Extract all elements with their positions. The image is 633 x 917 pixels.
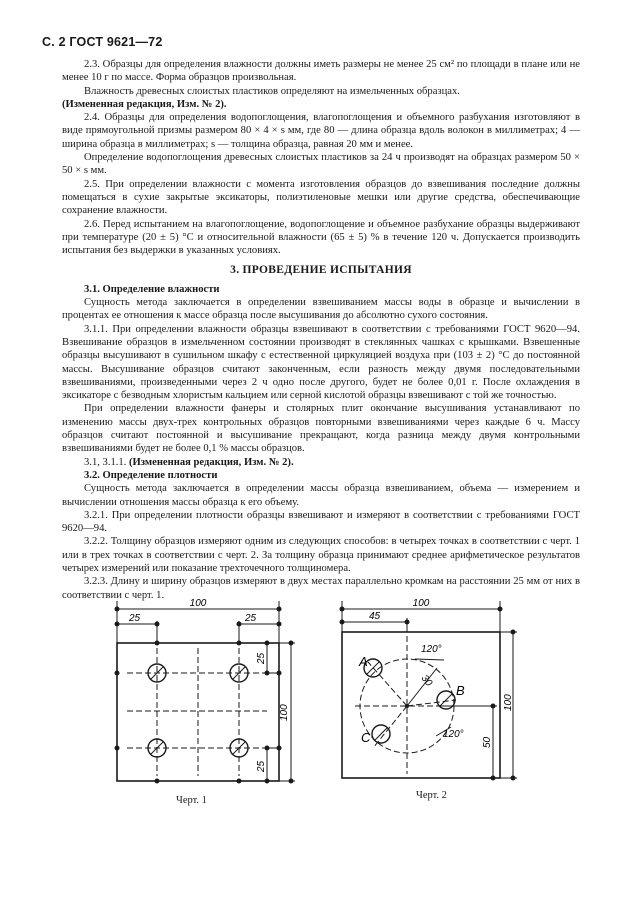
paragraph-2-6: 2.6. Перед испытанием на влагопоглощение, водопоглощение и объемное разбухание образцы выдерживают при температуре (20 ± 5) °С и относительной влажности (65 ± 5) % в течение 120 ч. Допускается производить испытания без выдержки в указанных условиях. [62, 218, 580, 257]
page-header: С. 2 ГОСТ 9621—72 [42, 35, 163, 49]
figure-1-drawing [95, 596, 305, 791]
paragraph-3-1-1: 3.1.1. При определении влажности образцы взвешивают в соответствии с требованиями ГОСТ 9620—94. Взвешивание образцов в измельченном состоянии производят в стеклянных чашках с крышками. Взвешенные образцы высушивают в сушильном шкафу с естественной циркуляцией воздуха при (103 ± 2) °С до постоянной массы. Высушивание образцов считают законченным, если разность между двумя последовательными взвешиваниями, произведенными через 2 ч одно после другого, будет не более 0,01 г. После охлаждения в эксикаторе с безводным хлористым кальцием или серной кислотой образцы взвешивают с той же точностью. [62, 323, 580, 402]
paragraph-2-5: 2.5. При определении влажности с момента изготовления образцов до взвешивания последние должны помещаться в сухие закрытые эксикаторы, полиэтиленовые мешки или другие средства, обеспечивающие сохранение влажности. [62, 178, 580, 217]
fig1-dim-bottom: 25 [256, 760, 267, 772]
paragraph-3-2-2: 3.2.2. Толщину образцов измеряют одним из следующих способов: в четырех точках в соответствии с черт. 1 или в трех точках в соответствии с черт. 2. За толщину образца принимают среднее арифметическое результатов четырех измерений или показание трехточечного толщиномера. [62, 536, 580, 574]
fig2-dim-height: 100 [503, 694, 514, 711]
fig1-dim-width: 100 [189, 598, 207, 609]
fig2-dim-lower: 50 [482, 736, 493, 748]
fig1-dim-left: 25 [129, 613, 141, 624]
paragraph-3-1: Сущность метода заключается в определении взвешиванием массы воды в образце и вычислении в процентах ее отношения к массе образца после высушивания до абсолютно сухого состояния. [62, 297, 580, 322]
fig2-dim-width: 100 [412, 598, 430, 609]
paragraph-3-2-1: 3.2.1. При определении плотности образцы взвешивают и измеряют в соответствии с требованиями ГОСТ 9620—94. [62, 509, 580, 535]
figure-2-drawing [335, 596, 525, 786]
figure-1-caption: Черт. 1 [176, 795, 207, 806]
fig2-point-b: B [456, 683, 465, 698]
subsection-3-2: 3.2. Определение плотности [84, 469, 218, 481]
paragraph-2-3: 2.3. Образцы для определения влажности должны иметь размеры не менее 25 см² по площади в плане или не менее 10 г по массе. Форма образцов произвольная. [62, 59, 580, 84]
fig2-point-a: A [359, 654, 368, 669]
document-body [62, 58, 580, 602]
amendment-ref: 3.1, 3.1.1. [84, 456, 127, 468]
paragraph-2-3-note: Влажность древесных слоистых пластиков определяют на измельченных образцах. [84, 85, 460, 97]
paragraph-3-2: Сущность метода заключается в определении массы образца взвешиванием, объема — измерением и вычислении отношения массы образца к его объему. [62, 483, 580, 508]
fig1-dim-top: 25 [256, 652, 267, 664]
fig1-dim-right: 25 [245, 613, 257, 624]
fig2-point-c: C [361, 730, 371, 745]
amendment-note-2 [62, 456, 580, 469]
section-title: 3. ПРОВЕДЕНИЕ ИСПЫТАНИЯ [230, 264, 412, 277]
amendment-text: (Измененная редакция, Изм. № 2). [129, 456, 294, 468]
fig2-dim-radius: 30 [418, 673, 435, 689]
paragraph-2-4-note: Определение водопоглощения древесных слоистых пластиков за 24 ч производят на образцах размером 50 × 50 × s мм. [62, 152, 580, 177]
fig2-angle-top: 120° [421, 644, 442, 655]
amendment-note: (Измененная редакция, Изм. № 2). [62, 98, 227, 110]
fig2-dim-offset: 45 [369, 611, 381, 622]
paragraph-3-1-1-note: При определении влажности фанеры и столярных плит окончание высушивания устанавливают по изменению массы двух-трех контрольных образцов повторными взвешиваниями через каждые 6 ч. Массу образцов считают постоянной и высушивание прекращают, когда разница между двумя контрольными взвешиваниями будет не более 0,1 % массы образцов. [62, 403, 580, 455]
subsection-3-1: 3.1. Определение влажности [84, 283, 220, 295]
paragraph-2-4: 2.4. Образцы для определения водопоглощения, влагопоглощения и объемного разбухания изготовляют в виде прямоугольной призмы размером 80 × 4 × s мм, где 80 — длина образца вдоль волокон в миллиметрах; 4 — ширина образца в миллиметрах; s — толщина образца, равная 20 мм и менее. [62, 112, 580, 150]
fig1-dim-height: 100 [279, 704, 290, 721]
figure-2-caption: Черт. 2 [416, 790, 447, 801]
fig2-angle-bottom: 120° [443, 729, 464, 740]
paragraph-3-2-3: 3.2.3. Длину и ширину образцов измеряют в двух местах параллельно кромкам на расстоянии 25 мм от них в соответствии с черт. 1. [62, 576, 580, 601]
